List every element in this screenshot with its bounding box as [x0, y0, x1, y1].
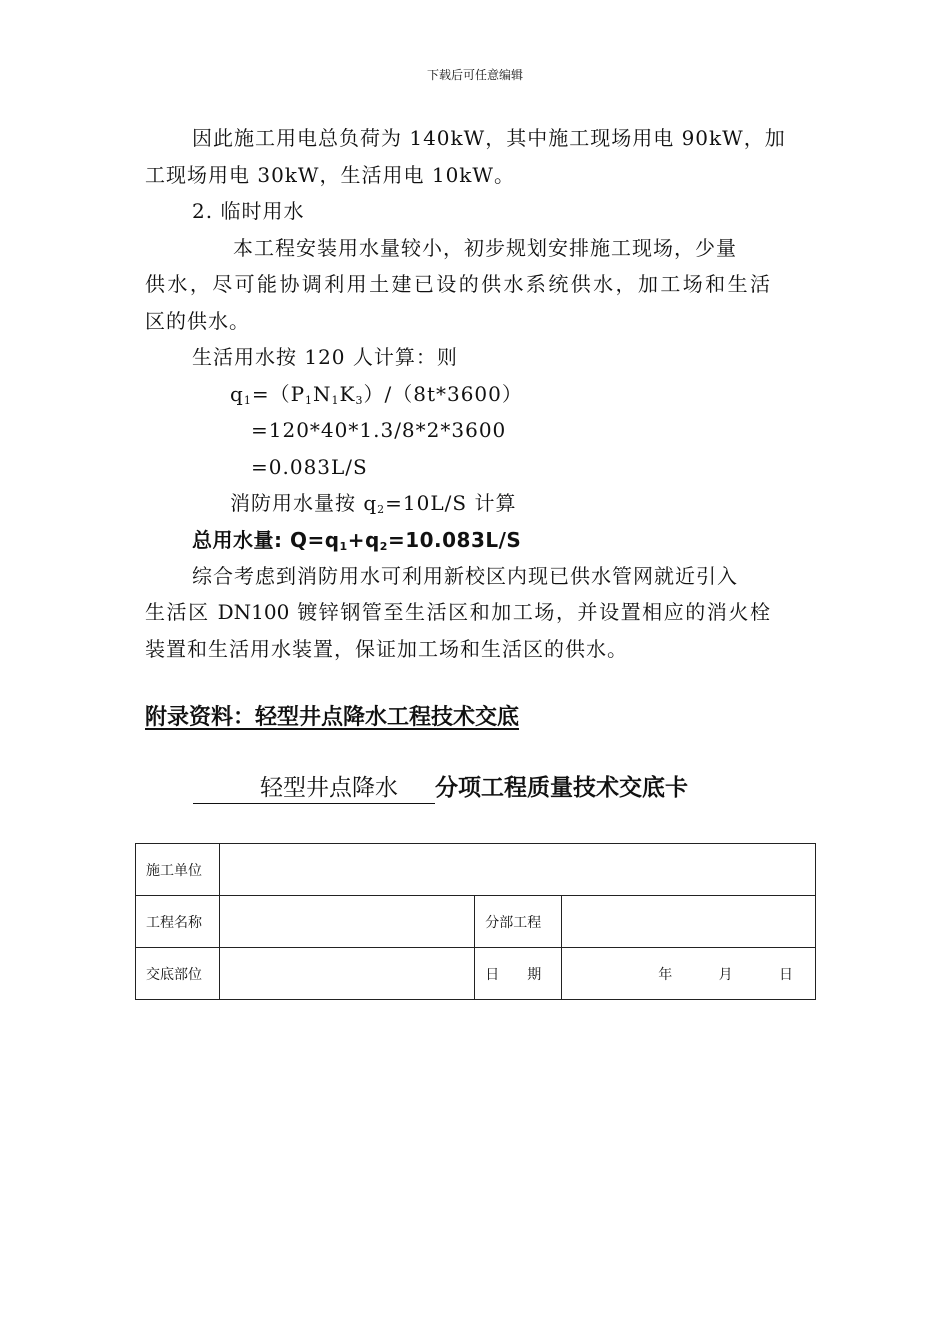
handover-part-field[interactable] — [219, 948, 474, 1000]
water-para1-line3: 区的供水。 — [145, 309, 250, 333]
power-line-1: 因此施工用电总负荷为 140kW，其中施工现场用电 90kW，加 — [192, 126, 786, 150]
card-title-rest: 分项工程质量技术交底卡 — [435, 775, 688, 801]
formula-q1 — [230, 382, 523, 406]
card-title-subject: 轻型井点降水 — [193, 773, 435, 804]
q1-symbol: q — [230, 382, 244, 406]
p1-subscript: 1 — [305, 394, 314, 407]
date-month-label: 月 — [718, 966, 733, 983]
total-water-line — [192, 528, 521, 552]
fire-water-line — [230, 491, 516, 515]
page-header-note: 下载后可任意编辑 — [426, 68, 523, 82]
label-construction-unit: 施工单位 — [136, 844, 220, 896]
q1-subscript: 1 — [243, 394, 252, 407]
k-symbol: K — [339, 382, 356, 406]
handover-form-table — [135, 843, 816, 1000]
formula-step-2: =120*40*1.3/8*2*3600 — [251, 418, 507, 442]
total-q1-subscript: 1 — [339, 540, 348, 553]
power-line-2: 工现场用电 30kW，生活用电 10kW。 — [145, 163, 515, 187]
construction-unit-field[interactable] — [219, 844, 815, 896]
table-row — [136, 896, 816, 948]
label-handover-part: 交底部位 — [136, 948, 220, 1000]
table-row — [136, 948, 816, 1000]
date-field[interactable] — [562, 948, 816, 1000]
section-heading-water: 2. 临时用水 — [192, 199, 305, 223]
label-date: 日 期 — [475, 948, 562, 1000]
total-pre: 总用水量: Q=q — [192, 528, 340, 552]
water-para2-line1: 综合考虑到消防用水可利用新校区内现已供水管网就近引入 — [192, 564, 738, 588]
table-row — [136, 844, 816, 896]
k3-subscript: 3 — [355, 394, 364, 407]
q2-subscript: 2 — [377, 503, 386, 516]
label-sub-project: 分部工程 — [475, 896, 562, 948]
total-mid: +q — [347, 528, 380, 552]
total-post: =10.083L/S — [387, 528, 522, 552]
card-title — [193, 773, 688, 804]
project-name-field[interactable] — [219, 896, 474, 948]
sub-project-field[interactable] — [562, 896, 816, 948]
water-para2-line2: 生活区 DN100 镀锌钢管至生活区和加工场，并设置相应的消火栓 — [145, 600, 770, 624]
label-project-name: 工程名称 — [136, 896, 220, 948]
n1-subscript: 1 — [331, 394, 340, 407]
formula-step-3: =0.083L/S — [251, 455, 368, 479]
date-year-label: 年 — [658, 966, 673, 983]
date-day-label: 日 — [779, 966, 793, 983]
water-para2-line3: 装置和生活用水装置，保证加工场和生活区的供水。 — [145, 637, 628, 661]
q1-tail: ）/（8t*3600） — [363, 382, 523, 406]
water-para1-line2: 供水，尽可能协调利用土建已设的供水系统供水，加工场和生活 — [145, 272, 770, 296]
total-q2-subscript: 2 — [379, 540, 388, 553]
fire-pre: 消防用水量按 q — [230, 491, 378, 515]
fire-post: =10L/S 计算 — [385, 491, 517, 515]
n-symbol: N — [313, 382, 332, 406]
q1-open: =（P — [251, 382, 306, 406]
appendix-title: 附录资料：轻型井点降水工程技术交底 — [145, 705, 520, 730]
calc-intro: 生活用水按 120 人计算：则 — [192, 345, 458, 369]
water-para1-line1: 本工程安装用水量较小，初步规划安排施工现场，少量 — [233, 236, 737, 260]
